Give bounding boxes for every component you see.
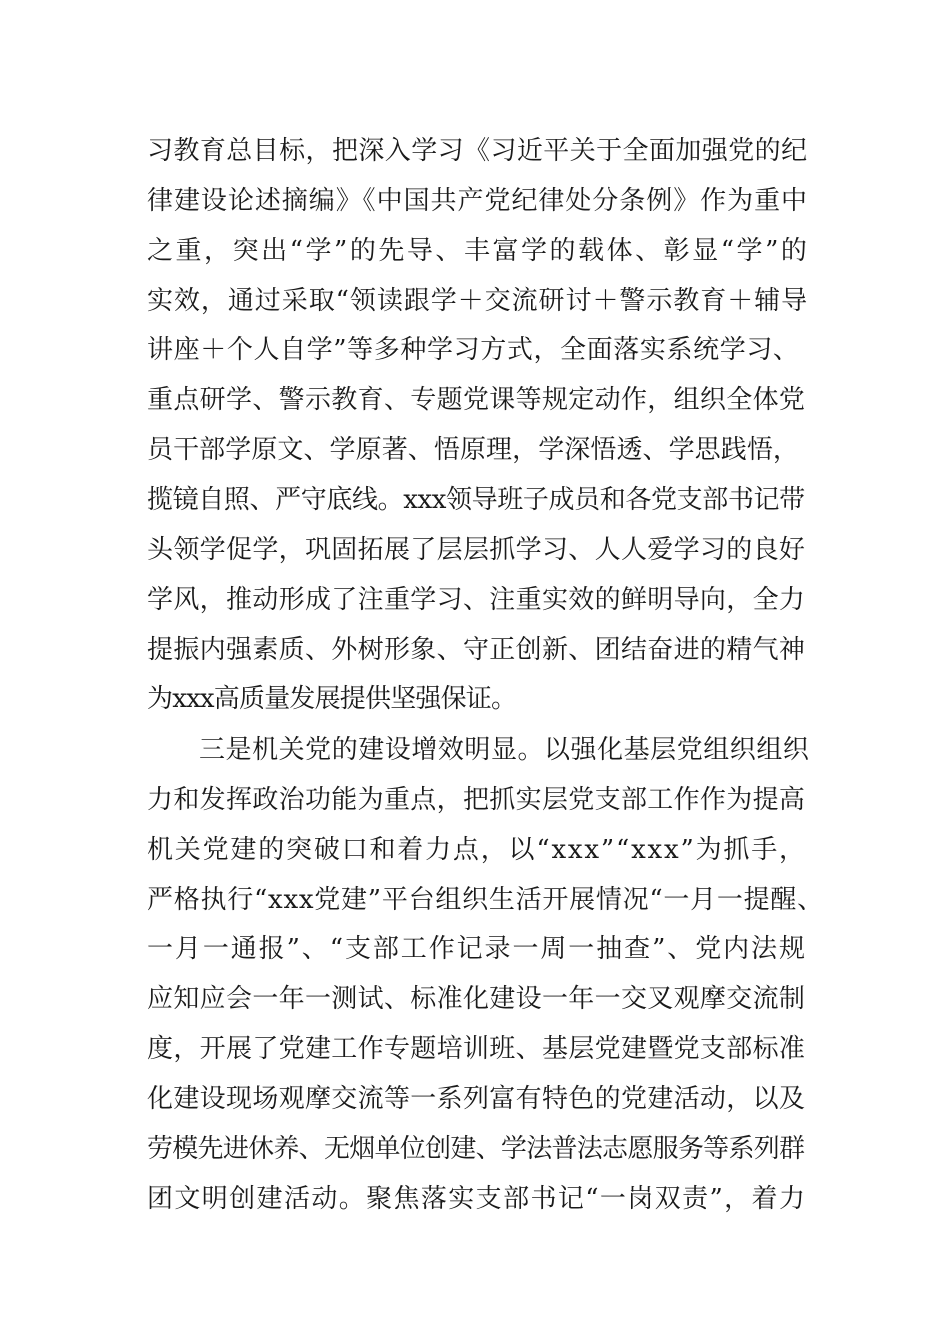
- text-line: 度，开展了党建工作专题培训班、基层党建暨党支部标准: [147, 1034, 806, 1065]
- text-line: 团文明创建活动。聚焦落实支部书记“一岗双责”，着力: [147, 1183, 807, 1214]
- text-line: 员干部学原文、学原著、悟原理，学深悟透、学思践悟，: [147, 435, 800, 466]
- text-line: 严格执行“xxx党建”平台组织生活开展情况“一月一提醒、: [147, 884, 824, 915]
- text-line: 之重，突出“学”的先导、丰富学的载体、彰显“学”的: [147, 235, 810, 266]
- text-line: 实效，通过采取“领读跟学＋交流研讨＋警示教育＋辅导: [147, 285, 809, 316]
- text-line: 应知应会一年一测试、标准化建设一年一交叉观摩交流制: [147, 984, 806, 1015]
- text-line: 讲座＋个人自学”等多种学习方式，全面落实系统学习、: [147, 335, 800, 366]
- text-line: 习教育总目标，把深入学习《习近平关于全面加强党的纪: [147, 136, 808, 166]
- text-line: 力和发挥政治功能为重点，把抓实层党支部工作作为提高: [147, 784, 806, 815]
- text-line: 机关党建的突破口和着力点，以“xxx”“xxx”为抓手，: [147, 834, 807, 865]
- text-line: 律建设论述摘编》《中国共产党纪律处分条例》作为重中: [147, 185, 809, 216]
- text-line: 头领学促学，巩固拓展了层层抓学习、人人爱学习的良好: [147, 534, 806, 565]
- text-line: 学风，推动形成了注重学习、注重实效的鲜明导向，全力: [147, 584, 806, 615]
- text-line: 提振内强素质、外树形象、守正创新、团结奋进的精气神: [147, 634, 806, 665]
- text-line: 三是机关党的建设增效明显。以强化基层党组织组织: [199, 735, 810, 765]
- text-line: 重点研学、警示教育、专题党课等规定动作，组织全体党: [147, 385, 806, 416]
- text-line: 揽镜自照、严守底线。xxx领导班子成员和各党支部书记带: [147, 484, 805, 515]
- text-line: 为xxx高质量发展提供坚强保证。: [147, 684, 517, 715]
- text-line: 劳模先进休养、无烟单位创建、学法普法志愿服务等系列群: [147, 1133, 805, 1164]
- text-line: 一月一通报”、“支部工作记录一周一抽查”、党内法规: [147, 934, 807, 965]
- text-line: 化建设现场观摩交流等一系列富有特色的党建活动，以及: [147, 1083, 806, 1114]
